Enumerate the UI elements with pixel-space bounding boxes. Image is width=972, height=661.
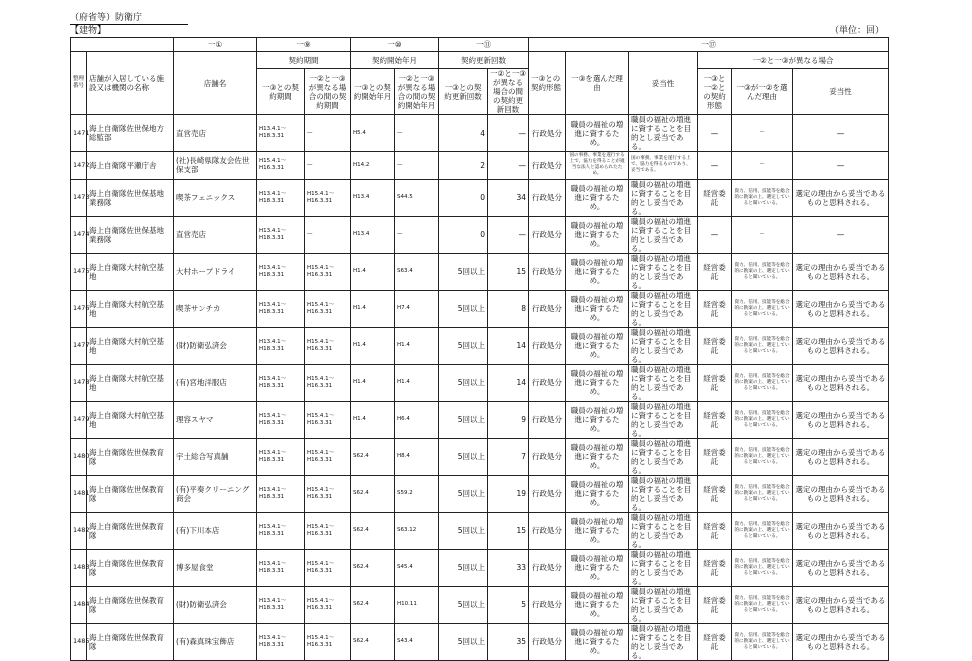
facility-name: 海上自衛隊佐世保基地業務隊 [87,179,174,216]
start-date-2-3: S45.4 [395,549,439,586]
contract-period-3: H13.4.1〜H18.3.31 [257,623,305,660]
shop-name: (有)宮地洋服店 [174,364,257,401]
renewal-count-3: 2 [439,152,488,180]
selection-reason-2: 資力、信用、技能等を総合的に勘案の上、選定していると聞いている。 [732,253,793,290]
renewal-count-3: 4 [439,115,488,152]
selection-reason: 職員の福祉の増進に資するため。 [566,623,629,660]
header-no: 整理番号 [71,52,87,115]
contract-period-2-3: H15.4.1〜H16.3.31 [305,549,351,586]
row-number: 1471 [71,115,87,152]
renewal-count-2-3: 7 [488,438,529,475]
contract-form: 行政処分 [529,549,566,586]
selection-reason-2: 資力、信用、技能等を総合的に勘案の上、選定していると聞いている。 [732,512,793,549]
contract-period-3: H13.4.1〜H18.3.31 [257,401,305,438]
selection-reason: 国の事務、事業を遂行する上で、協力を得ることが適当な法人と認められたため。 [566,152,629,180]
validity-2: 選定の理由から妥当であるものと思料される。 [793,401,889,438]
contract-period-2-3: H15.4.1〜H16.3.31 [305,327,351,364]
header-c9b: 一②と一③が異なる場合の間の契約期間 [305,69,351,115]
table-row [71,586,889,623]
facility-name: 海上自衛隊佐世保教育隊 [87,549,174,586]
header-g11: 一⑪ [439,38,529,52]
contract-form: 行政処分 [529,253,566,290]
contract-period-3: H13.4.1〜H18.3.31 [257,179,305,216]
validity: 職員の福祉の増進に資することを目的とし妥当である。 [629,549,698,586]
facility-name: 海上自衛隊佐世保教育隊 [87,623,174,660]
selection-reason-2: 資力、信用、技能等を総合的に勘案の上、選定していると聞いている。 [732,290,793,327]
renewal-count-2-3: 5 [488,586,529,623]
selection-reason-2: 資力、信用、技能等を総合的に勘案の上、選定していると聞いている。 [732,586,793,623]
validity-2: — [793,152,889,180]
renewal-count-2-3: 14 [488,364,529,401]
row-number: 1480 [71,438,87,475]
contract-period-2-3: H15.4.1〜H16.3.31 [305,179,351,216]
selection-reason-2: 資力、信用、技能等を総合的に勘案の上、選定していると聞いている。 [732,438,793,475]
header-g17: 一⑰ [529,38,889,52]
start-date-2-3: S43.4 [395,623,439,660]
contract-form: 行政処分 [529,179,566,216]
row-number: 1473 [71,179,87,216]
contract-form: 行政処分 [529,216,566,253]
row-number: 1485 [71,623,87,660]
header-c17b: 一③を選んだ理由 [566,52,629,115]
renewal-count-3: 5回以上 [439,438,488,475]
renewal-count-3: 5回以上 [439,364,488,401]
start-date-3: S62.4 [351,475,395,512]
start-date-3: S62.4 [351,586,395,623]
contract-period-2-3: H15.4.1〜H16.3.31 [305,253,351,290]
renewal-count-2-3: — [488,115,529,152]
contract-form-2: 経営委託 [698,512,732,549]
contract-period-2-3: H15.4.1〜H16.3.31 [305,364,351,401]
contract-period-3: H13.4.1〜H18.3.31 [257,438,305,475]
contract-period-2-3: H15.4.1〜H16.3.31 [305,512,351,549]
facility-name: 海上自衛隊平瀬庁舎 [87,152,174,180]
start-date-2-3: H6.4 [395,401,439,438]
selection-reason: 職員の福祉の増進に資するため。 [566,512,629,549]
renewal-count-3: 5回以上 [439,253,488,290]
table-row [71,512,889,549]
start-date-3: H1.4 [351,253,395,290]
facility-name: 海上自衛隊大村航空基地 [87,401,174,438]
contract-period-3: H13.4.1〜H18.3.31 [257,327,305,364]
selection-reason: 職員の福祉の増進に資するため。 [566,475,629,512]
contract-form-2: 経営委託 [698,401,732,438]
contract-form-2: 経営委託 [698,179,732,216]
start-date-2-3: S44.5 [395,179,439,216]
start-date-3: H1.4 [351,327,395,364]
renewal-count-3: 0 [439,216,488,253]
start-date-3: S62.4 [351,549,395,586]
header-c17a: 一③との契約形態 [529,52,566,115]
contract-form: 行政処分 [529,475,566,512]
validity-2: — [793,216,889,253]
row-number: 1477 [71,327,87,364]
header-sub11: 契約更新回数 [439,52,529,69]
shop-name: 直営売店 [174,216,257,253]
contract-form-2: 経営委託 [698,290,732,327]
header-c10b: 一②と一③が異なる場合の間の契約開始年月 [395,69,439,115]
shop-name: (財)防衛弘済会 [174,586,257,623]
renewal-count-3: 5回以上 [439,549,488,586]
renewal-count-2-3: 9 [488,401,529,438]
start-date-3: H1.4 [351,401,395,438]
shop-name: (有)森真珠宝飾店 [174,623,257,660]
shop-name: (有)下川本店 [174,512,257,549]
selection-reason: 職員の福祉の増進に資するため。 [566,438,629,475]
header-c11b: 一②と一③が異なる場合の間の契約更新回数 [488,69,529,115]
row-number: 1484 [71,586,87,623]
row-number: 1482 [71,512,87,549]
contract-form-2: 経営委託 [698,549,732,586]
table-row [71,152,889,180]
renewal-count-2-3: — [488,152,529,180]
start-date-3: H1.4 [351,290,395,327]
selection-reason: 職員の福祉の増進に資するため。 [566,115,629,152]
table-row [71,438,889,475]
selection-reason: 職員の福祉の増進に資するため。 [566,586,629,623]
facility-name: 海上自衛隊佐世保教育隊 [87,512,174,549]
renewal-count-3: 5回以上 [439,512,488,549]
row-number: 1472 [71,152,87,180]
contract-period-3: H13.4.1〜H18.3.31 [257,549,305,586]
selection-reason-2: 資力、信用、技能等を総合的に勘案の上、選定していると聞いている。 [732,327,793,364]
header-shop: 店舗名 [174,52,257,115]
selection-reason-2: — [732,216,793,253]
header-c10a: 一③との契約開始年月 [351,69,395,115]
table-row [71,401,889,438]
contract-period-3: H15.4.1〜H16.3.31 [257,152,305,180]
header-c11a: 一③との契約更新回数 [439,69,488,115]
validity-2: 選定の理由から妥当であるものと思料される。 [793,253,889,290]
header-c17d: 一③と一②との契約形態 [698,69,732,115]
facility-name: 海上自衛隊佐世保教育隊 [87,438,174,475]
selection-reason: 職員の福祉の増進に資するため。 [566,290,629,327]
contract-period-3: H13.4.1〜H18.3.31 [257,290,305,327]
validity: 職員の福祉の増進に資することを目的とし妥当である。 [629,179,698,216]
contract-form-2: — [698,115,732,152]
renewal-count-3: 0 [439,179,488,216]
contract-form-2: — [698,216,732,253]
renewal-count-2-3: 14 [488,327,529,364]
validity-2: 選定の理由から妥当であるものと思料される。 [793,364,889,401]
contract-period-2-3: H15.4.1〜H16.3.31 [305,401,351,438]
header-c9a: 一③との契約期間 [257,69,305,115]
renewal-count-2-3: 15 [488,253,529,290]
row-number: 1475 [71,253,87,290]
selection-reason-2: 資力、信用、技能等を総合的に勘案の上、選定していると聞いている。 [732,549,793,586]
start-date-2-3: S63.4 [395,253,439,290]
shop-name: (有)平奏クリーニング商会 [174,475,257,512]
header-sub17b: 一②と一③が異なる場合 [698,52,889,69]
start-date-3: S62.4 [351,623,395,660]
table-body [71,115,889,661]
renewal-count-2-3: 35 [488,623,529,660]
header-c17e: 一③が一②を選んだ理由 [732,69,793,115]
renewal-count-3: 5回以上 [439,586,488,623]
selection-reason: 職員の福祉の増進に資するため。 [566,179,629,216]
contract-form: 行政処分 [529,512,566,549]
validity-2: 選定の理由から妥当であるものと思料される。 [793,549,889,586]
renewal-count-2-3: — [488,216,529,253]
shop-name: 喫茶フェニックス [174,179,257,216]
start-date-3: H13.4 [351,179,395,216]
table-row [71,253,889,290]
facility-name: 海上自衛隊佐世保基地業務隊 [87,216,174,253]
contract-period-2-3: H15.4.1〜H16.3.31 [305,475,351,512]
row-number: 1479 [71,401,87,438]
contract-form: 行政処分 [529,115,566,152]
selection-reason: 職員の福祉の増進に資するため。 [566,327,629,364]
contract-form-2: — [698,152,732,180]
renewal-count-3: 5回以上 [439,475,488,512]
facility-name: 海上自衛隊大村航空基地 [87,290,174,327]
contract-form: 行政処分 [529,401,566,438]
table-row [71,290,889,327]
renewal-count-3: 5回以上 [439,327,488,364]
renewal-count-2-3: 33 [488,549,529,586]
contract-period-3: H13.4.1〜H18.3.31 [257,512,305,549]
renewal-count-3: 5回以上 [439,290,488,327]
table-row [71,115,889,152]
contract-form-2: 経営委託 [698,438,732,475]
facility-name: 海上自衛隊大村航空基地 [87,253,174,290]
start-date-2-3: H7.4 [395,290,439,327]
validity: 国の事務、事業を遂行する上で、協力を得るものであり、妥当である。 [629,152,698,180]
shop-name: 大村ホープドライ [174,253,257,290]
contract-form: 行政処分 [529,152,566,180]
validity: 職員の福祉の増進に資することを目的とし妥当である。 [629,512,698,549]
contract-period-2-3: — [305,152,351,180]
header-sub9: 契約期間 [257,52,351,69]
contract-form: 行政処分 [529,586,566,623]
shop-name: 博多屋食堂 [174,549,257,586]
contract-period-2-3: H15.4.1〜H16.3.31 [305,438,351,475]
start-date-2-3: — [395,152,439,180]
validity-2: 選定の理由から妥当であるものと思料される。 [793,512,889,549]
start-date-2-3: — [395,216,439,253]
validity-2: 選定の理由から妥当であるものと思料される。 [793,290,889,327]
contract-form: 行政処分 [529,327,566,364]
row-number: 1474 [71,216,87,253]
table-row [71,327,889,364]
header-g1: 一① [174,38,257,52]
contract-period-3: H13.4.1〜H18.3.31 [257,216,305,253]
start-date-2-3: H1.4 [395,364,439,401]
start-date-3: H5.4 [351,115,395,152]
start-date-3: H13.4 [351,216,395,253]
contract-period-2-3: H15.4.1〜H16.3.31 [305,586,351,623]
unit-label: （単位：回） [829,26,884,36]
contract-form-2: 経営委託 [698,586,732,623]
contract-form-2: 経営委託 [698,253,732,290]
validity: 職員の福祉の増進に資することを目的とし妥当である。 [629,253,698,290]
contract-period-3: H13.4.1〜H18.3.31 [257,115,305,152]
start-date-2-3: S63.12 [395,512,439,549]
contract-period-3: H13.4.1〜H18.3.31 [257,364,305,401]
selection-reason: 職員の福祉の増進に資するため。 [566,549,629,586]
facility-name: 海上自衛隊大村航空基地 [87,364,174,401]
start-date-2-3: H1.4 [395,327,439,364]
validity: 職員の福祉の増進に資することを目的とし妥当である。 [629,115,698,152]
validity: 職員の福祉の増進に資することを目的とし妥当である。 [629,623,698,660]
contract-period-3: H13.4.1〜H18.3.31 [257,475,305,512]
validity-2: — [793,115,889,152]
table-row [71,216,889,253]
selection-reason-2: 資力、信用、技能等を総合的に勘案の上、選定していると聞いている。 [732,623,793,660]
start-date-2-3: H10.11 [395,586,439,623]
facility-name: 海上自衛隊佐世保教育隊 [87,475,174,512]
selection-reason-2: 資力、信用、技能等を総合的に勘案の上、選定していると聞いている。 [732,475,793,512]
selection-reason: 職員の福祉の増進に資するため。 [566,401,629,438]
contract-form: 行政処分 [529,290,566,327]
row-number: 1481 [71,475,87,512]
table-row [71,179,889,216]
header-sub10: 契約開始年月 [351,52,439,69]
start-date-2-3: S59.2 [395,475,439,512]
validity-2: 選定の理由から妥当であるものと思料される。 [793,475,889,512]
contract-period-3: H13.4.1〜H18.3.31 [257,253,305,290]
contract-form-2: 経営委託 [698,623,732,660]
shop-name: 喫茶サンチカ [174,290,257,327]
start-date-2-3: — [395,115,439,152]
contract-form: 行政処分 [529,438,566,475]
validity: 職員の福祉の増進に資することを目的とし妥当である。 [629,438,698,475]
selection-reason-2: — [732,152,793,180]
row-number: 1476 [71,290,87,327]
contract-form-2: 経営委託 [698,327,732,364]
selection-reason: 職員の福祉の増進に資するため。 [566,364,629,401]
row-number: 1478 [71,364,87,401]
validity-2: 選定の理由から妥当であるものと思料される。 [793,586,889,623]
start-date-3: S62.4 [351,512,395,549]
header-c17f: 妥当性 [793,69,889,115]
contract-period-3: H13.4.1〜H18.3.31 [257,586,305,623]
validity: 職員の福祉の増進に資することを目的とし妥当である。 [629,327,698,364]
start-date-2-3: H8.4 [395,438,439,475]
contract-form-2: 経営委託 [698,475,732,512]
row-number: 1483 [71,549,87,586]
start-date-3: H1.4 [351,364,395,401]
shop-name: 宇土総合写真舗 [174,438,257,475]
facility-name: 海上自衛隊佐世保教育隊 [87,586,174,623]
contract-form-2: 経営委託 [698,364,732,401]
contract-period-2-3: — [305,115,351,152]
header-g10: 一⑩ [351,38,439,52]
validity: 職員の福祉の増進に資することを目的とし妥当である。 [629,290,698,327]
shop-name: (財)防衛弘済会 [174,327,257,364]
renewal-count-2-3: 15 [488,512,529,549]
selection-reason-2: 資力、信用、技能等を総合的に勘案の上、選定していると聞いている。 [732,179,793,216]
header-c17c: 妥当性 [629,52,698,115]
renewal-count-3: 5回以上 [439,401,488,438]
validity: 職員の福祉の増進に資することを目的とし妥当である。 [629,586,698,623]
table-row [71,549,889,586]
validity: 職員の福祉の増進に資することを目的とし妥当である。 [629,401,698,438]
shop-name: 直営売店 [174,115,257,152]
shop-name: (社)長崎県隊友会佐世保支部 [174,152,257,180]
start-date-3: H14.2 [351,152,395,180]
selection-reason: 職員の福祉の増進に資するため。 [566,216,629,253]
header-g9: 一⑨ [257,38,351,52]
category-label: 【建物】 [70,26,107,36]
table-header [71,38,889,115]
renewal-count-3: 5回以上 [439,623,488,660]
validity-2: 選定の理由から妥当であるものと思料される。 [793,438,889,475]
facility-name: 海上自衛隊大村航空基地 [87,327,174,364]
contract-period-2-3: — [305,216,351,253]
renewal-count-2-3: 34 [488,179,529,216]
contract-period-2-3: H15.4.1〜H16.3.31 [305,290,351,327]
validity: 職員の福祉の増進に資することを目的とし妥当である。 [629,364,698,401]
validity-2: 選定の理由から妥当であるものと思料される。 [793,623,889,660]
contract-form: 行政処分 [529,623,566,660]
contract-form: 行政処分 [529,364,566,401]
facility-name: 海上自衛隊佐世保地方総監部 [87,115,174,152]
header-office: 店舗が入居している施設又は機関の名称 [87,52,174,115]
contract-period-2-3: H15.4.1〜H16.3.31 [305,623,351,660]
table-row [71,623,889,660]
header-blank [71,38,174,52]
ministry-label: （府省等）防衛庁 [70,13,188,25]
selection-reason-2: 資力、信用、技能等を総合的に勘案の上、選定していると聞いている。 [732,401,793,438]
start-date-3: S62.4 [351,438,395,475]
renewal-count-2-3: 8 [488,290,529,327]
contract-table [70,37,889,661]
validity: 職員の福祉の増進に資することを目的とし妥当である。 [629,475,698,512]
validity-2: 選定の理由から妥当であるものと思料される。 [793,179,889,216]
validity-2: 選定の理由から妥当であるものと思料される。 [793,327,889,364]
renewal-count-2-3: 19 [488,475,529,512]
selection-reason-2: 資力、信用、技能等を総合的に勘案の上、選定していると聞いている。 [732,364,793,401]
selection-reason: 職員の福祉の増進に資するため。 [566,253,629,290]
selection-reason-2: — [732,115,793,152]
validity: 職員の福祉の増進に資することを目的とし妥当である。 [629,216,698,253]
table-row [71,364,889,401]
shop-name: 理容スヤマ [174,401,257,438]
table-row [71,475,889,512]
